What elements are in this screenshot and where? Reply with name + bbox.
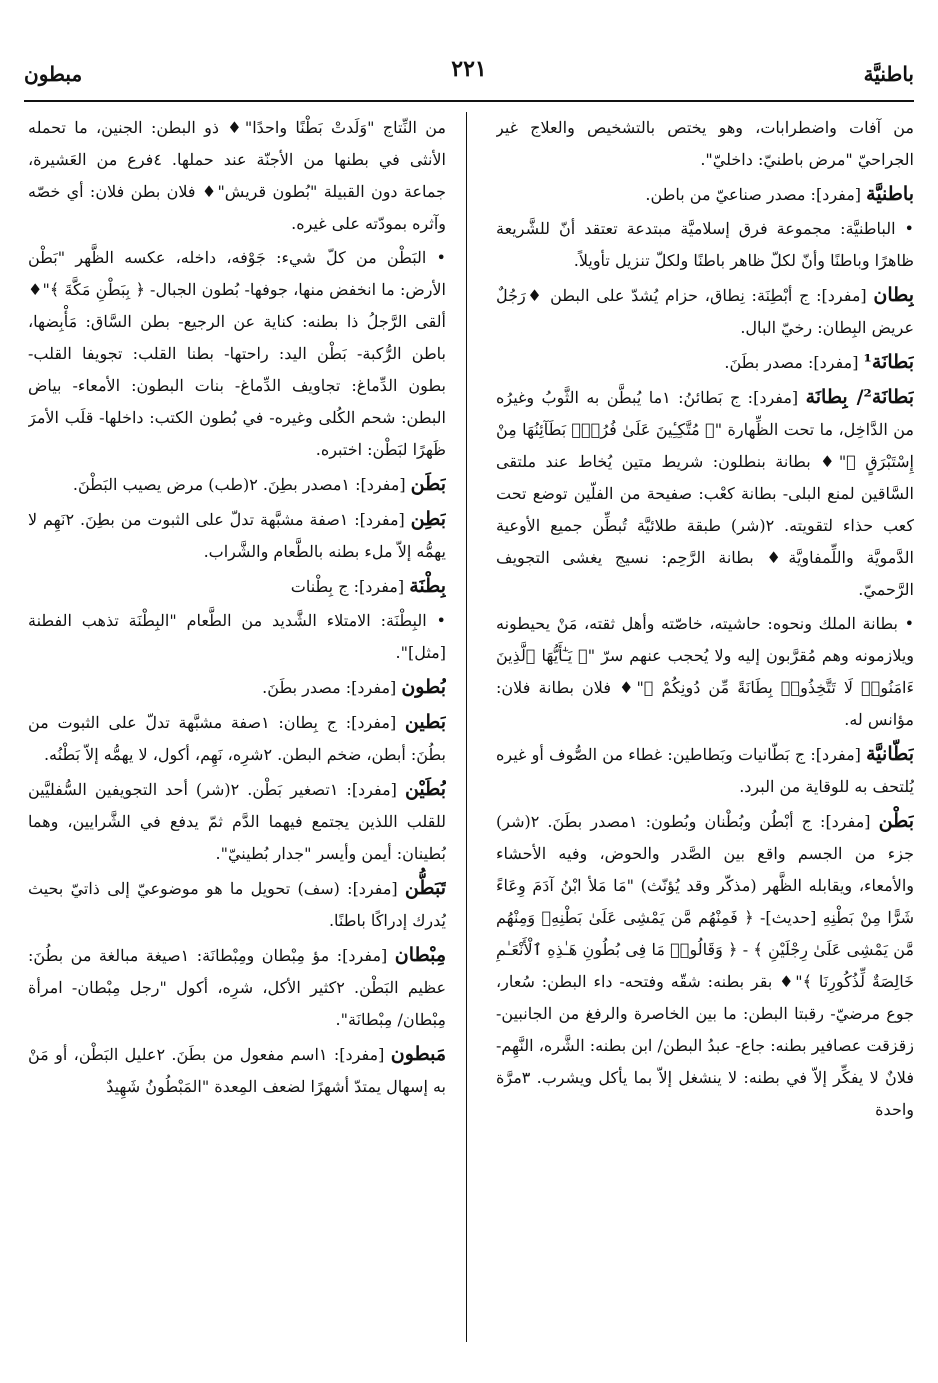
header-last-word: مبطون — [24, 62, 83, 86]
entry-definition: [مفرد]: مصدر بطَنَ. — [724, 353, 864, 372]
dictionary-entry — [28, 468, 446, 501]
dictionary-entry — [28, 503, 446, 568]
page-header — [24, 52, 914, 92]
left-column — [28, 112, 446, 1352]
dictionary-entry — [28, 939, 446, 1036]
entry-definition: [مفرد]: ١صفة مشبَّهة تدلّ على الثبوت من بطِنَ. ٢نَهِم لا يهمُّه إلاّ ملء بطنه بالطَّعام والشَّراب. — [28, 510, 446, 561]
entry-headword: باطنيَّة — [866, 183, 914, 205]
entry-headword: بُطون — [401, 676, 446, 698]
entry-definition: • البِطْنَة: الامتلاء الشَّديد من الطَّعام "البِطْنَة تذهب الفطنة [مثل]". — [28, 611, 446, 662]
entry-definition: [مفرد]: ١اسم مفعول من بطَنَ. ٢عليل البَطْن، أو مَنْ به إسهال يمتدّ أشهرًا لضعف المِعدة "المَبْطُونُ شَهِيدٌ — [28, 1045, 446, 1096]
entry-headword: مِبْطان — [394, 944, 446, 966]
entry-definition: من آفات واضطرابات، وهو يختص بالتشخيص والعلاج غير الجراحيّ "مرض باطنيّ: داخليّ". — [496, 118, 914, 169]
dictionary-entry — [28, 242, 446, 466]
page-number: ٢٢١ — [451, 56, 487, 82]
dictionary-entry — [28, 872, 446, 937]
entry-definition: من النِّتاج "وَلَدتْ بَطْنًا واحدًا"♦ ذو البطن: الجنين، ما تحمله الأنثى في بطنها من الأجنّة عند حملها. ٤فرع من العَشيرة، جماعة دون القبيلة "بُطون قريش"♦ فلان بطن فلان: أي خصّه وآثره بمودّته على غيره. — [28, 118, 446, 233]
entry-definition: [مفرد]: ج أبْطُن وبُطْنان وبُطون: ١مصدر بطَنَ. ٢(شر) جزء من الجسم واقع بين الصَّدر والحوض، وفيه الأحشاء والأمعاء، ويقابله الظَّهر (مذكّر وقد يُؤنّث) "مَا مَلأ ابْنُ آدَمَ وِعَاءً شَرًّا مِنْ بَطْنِهِ [حديث]- ﴿ فَمِنْهُم مَّن يَمْشِى عَلَىٰ بَطْنِهِۦ وَمِنْهُم مَّن يَمْشِى عَلَىٰ رِجْلَيْنِ ﴾ - ﴿ وَقَالُوا۟ مَا فِى بُطُونِ هَـٰذِهِ ٱلْأَنْعَـٰمِ خَالِصَةٌ لِّذُكُورِنَا ﴾"♦ بقر بطنه: شقّه وفتحه- داء البطن: سُعار، جوع مرضيّ- رقبتا البطن: ما بين الخاصرة والرفغ من الجانبين- زقزقت عصافير بطنه: جاع- عبدُ البطن/ ابن بطنه: الشَّره، النَّهِم- فلانٌ لا يفكِّر إلاّ في بطنه: لا ينشغل إلاّ بما يأكل ويشرب. ٣مرَّة واحدة — [496, 812, 914, 1119]
entry-definition: [مفرد]: مصدر بطَنَ. — [262, 678, 402, 697]
dictionary-entry — [28, 706, 446, 771]
dictionary-entry — [496, 213, 914, 277]
dictionary-entry — [496, 381, 914, 606]
dictionary-entry — [28, 1038, 446, 1103]
dictionary-entry — [496, 738, 914, 803]
entry-definition: [مفرد]: ج بَطائنُ: ١ما يُبطَّن به الثَّوبُ وغيرُه من الدَّاخِل، ما تحت الظِّهارة "﴿ مُتَّكِـِٔينَ عَلَىٰ فُرُشٍۭ بَطَآئِنُهَا مِنْ إِسْتَبْرَقٍ ﴾"♦ بطانة بنطلون: شريط متين يُخاط عند ملتقى السَّاقين لمنع البلى- بطانة كعْب: صفيحة من الفلّين توضع تحت كعب حذاء لتقويته. ٢(شر) طبقة طلائيَّة تُبطِّن جميع الأوعية الدَّمويَّة واللِّمفاويَّة♦ بطانة الرَّحِم: نسيج يغشى التجويف الرَّحميّ. — [496, 388, 914, 599]
dictionary-entry — [496, 112, 914, 176]
dictionary-entry — [28, 570, 446, 603]
entry-headword: بَطِن — [410, 508, 446, 530]
dictionary-entry — [496, 178, 914, 211]
entry-definition: • الباطنيَّة: مجموعة فرق إسلاميَّة مبتدعة تعتقد أنّ للشَّريعة ظاهرًا وباطنًا وأنّ لكلّ ظاهر باطنًا ولكلّ تنزيل تأويلاً. — [496, 219, 914, 270]
dictionary-entry — [496, 279, 914, 344]
entry-headword: بَطّانيَّة — [866, 743, 914, 765]
entry-headword: بَطانَة¹ — [863, 351, 914, 373]
entry-definition: [مفرد]: ج أبْطِنَة: نِطاق، حزام يُشدّ على البطن ♦رَجُلٌ عريض البِطان: رخيّ البال. — [496, 286, 914, 337]
entry-headword: بَطَن — [410, 473, 446, 495]
dictionary-entry — [496, 346, 914, 379]
dictionary-entry — [28, 112, 446, 240]
header-rule — [24, 100, 914, 102]
column-divider — [466, 112, 467, 1342]
entry-headword: مَبطون — [390, 1043, 446, 1065]
entry-headword: بَطْن — [878, 810, 914, 832]
entry-definition: [مفرد]: ١تصغير بَطْن. ٢(شر) أحد التجويفين السُّفليَّين للقلب اللذين يجتمع فيهما الدَّم ثمّ يدفع في الشَّرايين، وهما بُطينان: أيمن وأيسر "جدار بُطينيّ". — [28, 780, 446, 863]
header-first-word: باطنيَّة — [863, 62, 914, 86]
dictionary-entry — [28, 605, 446, 669]
entry-definition: [مفرد]: (سف) تحويل ما هو موضوعيّ إلى ذاتيّ بحيث يُدرك إدراكًا باطنًا. — [28, 879, 446, 930]
entry-definition: • البَطْن من كلّ شيء: جَوْفه، داخله، عكسه الظَّهر "بَطْن الأرض: ما انخفض منها، جوفها- بُطون الجبال- ﴿ بِبَطْنِ مَكَّةَ ﴾"♦ ألقى الرَّجلُ ذا بطنه: كناية عن الرجيع- بطن السَّاق: مَأْبِضها، باطن الرُّكبة- بَطْن اليد: راحتها- بطنا القلب: تجويفا القلب- بطون الدِّماغ: تجاويف الدِّماغ- بنات البطون: الأمعاء- بياض البطن: شحم الكُلى وغيره- في بُطون الكتب: داخلها- قلَب الأمرَ ظَهرًا لبَطْن: اختبره. — [28, 248, 446, 459]
entry-definition: [مفرد]: ج بِطان: ١صفة مشبَّهة تدلّ على الثبوت من بطُنَ: أبطن، ضخم البطن. ٢شرِه، نَهِم، أكول، لا يهمُّه إلاّ بَطْنُه. — [28, 713, 446, 764]
entry-headword: بُطَيْن — [404, 778, 446, 800]
entry-definition: [مفرد]: مصدر صناعيّ من باطن. — [645, 185, 867, 204]
entry-definition: • بطانة الملك ونحوه: حاشيته، خاصّته وأهل ثقته، مَنْ يحيطونه ويلازمونه وهم مُقرَّبون إليه ولا يُحجب عنهم سرّ "﴿ يَـٰٓأَيُّهَا ٱلَّذِينَ ءَامَنُوا۟ لَا تَتَّخِذُوا۟ بِطَانَةً مِّن دُونِكُمْ ﴾"♦ فلان بطانة فلان: مؤانس له. — [496, 614, 914, 729]
entry-headword: بِطان — [873, 284, 914, 306]
entry-definition: [مفرد]: ١مصدر بطِنَ. ٢(طب) مرض يصيب البَطْنَ. — [72, 475, 411, 494]
dictionary-entry — [496, 608, 914, 736]
entry-definition: [مفرد]: ج بِطْنات — [290, 577, 410, 596]
entry-definition: [مفرد]: ج بَطّانيات وبَطاطين: غطاء من الصُّوف أو غيره يُلتحف به للوقاية من البرد. — [496, 745, 914, 796]
dictionary-entry — [28, 773, 446, 870]
entry-headword: بَطانَة²/ بِطانَة — [805, 386, 914, 408]
entry-headword: بِطْنَة — [409, 575, 446, 597]
entry-headword: تَبَطُّن — [404, 877, 446, 899]
entry-headword: بَطين — [404, 711, 446, 733]
entry-definition: [مفرد]: مؤ مِبْطان ومِبْطانَة: ١صيغة مبالغة من بطُنَ: عظيم البَطْن. ٢كثير الأكل، شرِه، أكول "رجل مِبْطان- امرأة مِبْطان/ مِبْطانَة". — [28, 946, 446, 1029]
dictionary-entry — [496, 805, 914, 1126]
dictionary-entry — [28, 671, 446, 704]
right-column — [496, 112, 914, 1352]
